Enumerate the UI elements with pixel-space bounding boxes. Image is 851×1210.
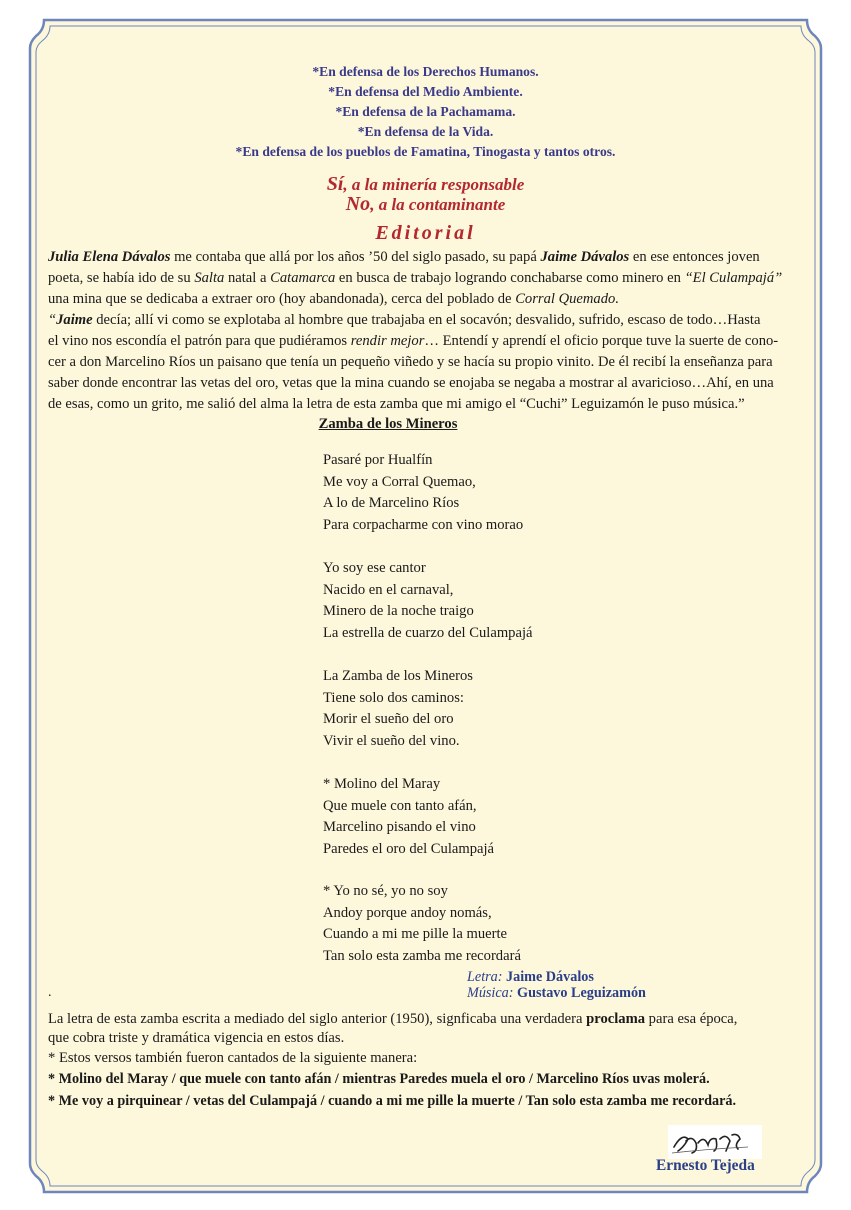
header-line-4: *En defensa de la Vida. [357, 124, 494, 139]
text-span: me contaba que allá por los años ’50 del siglo pasado, su papá [170, 249, 541, 265]
verse-1-3: A lo de Marcelino Ríos [323, 495, 460, 511]
credit-name: Gustavo Leguizamón [517, 985, 646, 1001]
name-jaime: Jaime Dávalos [540, 249, 630, 265]
credit-label: Letra: [467, 969, 503, 985]
verse-2-1: Yo soy ese cantor [323, 560, 426, 576]
name-julia: Julia Elena Dávalos [48, 249, 171, 265]
closing-line-3: * Estos versos también fueron cantados de la siguiente manera: [48, 1050, 418, 1066]
editorial-line-5 [48, 331, 778, 352]
verse-3-1: La Zamba de los Mineros [323, 668, 473, 684]
text-span: poeta, se había ido de su [48, 270, 195, 286]
editorial-line-2 [48, 268, 782, 289]
name-jaime-quote: Jaime [56, 312, 93, 328]
author-name: Ernesto Tejeda [656, 1157, 755, 1174]
credit-letra [467, 969, 594, 985]
text-span: natal a [224, 270, 271, 286]
verse-1-1: Pasaré por Hualfín [323, 452, 433, 468]
slogan-line-1 [0, 174, 851, 195]
editorial-line-1 [48, 247, 760, 268]
credit-label: Música: [467, 985, 514, 1001]
text-span: en busca de trabajo logrando conchabarse como minero en [335, 270, 685, 286]
closing-bold-1: * Molino del Maray / que muele con tanto afán / mientras Paredes muela el oro / Marcelino Ríos uvas molerá. [48, 1071, 710, 1087]
verse-2-3: Minero de la noche traigo [323, 603, 474, 619]
editorial-title: Editorial [375, 222, 476, 244]
header-line-2: *En defensa del Medio Ambiente. [328, 84, 523, 99]
text-span: cer a don Marcelino Ríos un paisano que tenía un pequeño viñedo y se hacía su propio vinito. De él recibí la enseñanza para [48, 354, 773, 370]
text-span: una mina que se dedicaba a extraer oro (hoy abandonada), cerca del poblado de [48, 291, 516, 307]
slogan-line-2-rest: , a la contaminante [370, 195, 506, 214]
text-span: en ese entonces joven [629, 249, 760, 265]
editorial-line-3 [48, 289, 619, 310]
italic-span: Catamarca [270, 270, 336, 286]
italic-span: Corral Quemado. [515, 291, 619, 307]
zamba-title: Zamba de los Mineros [318, 416, 458, 432]
editorial-line-4 [48, 310, 760, 331]
verse-4-3: Marcelino pisando el vino [323, 819, 476, 835]
slogan-si: Sí [326, 173, 344, 195]
verse-5-2: Andoy porque andoy nomás, [323, 904, 492, 921]
verse-3-3: Morir el sueño del oro [323, 711, 454, 727]
signature-image [668, 1125, 762, 1159]
slogan-line-1-rest: , a la minería responsable [343, 175, 525, 194]
italic-span: Salta [194, 270, 225, 286]
credit-musica [467, 985, 646, 1001]
closing-line-1 [48, 1009, 737, 1030]
text-span: de esas, como un grito, me salió del alma la letra de esta zamba que mi amigo el “Cuchi” Leguizamón le puso música.” [48, 396, 745, 412]
verse-3-2: Tiene solo dos caminos: [323, 689, 464, 706]
header-line-5: *En defensa de los pueblos de Famatina, Tinogasta y tantos otros. [235, 144, 616, 159]
closing-bold-2: * Me voy a pirquinear / vetas del Culampajá / cuando a mi me pille la muerte / Tan solo esta zamba me recordará. [48, 1093, 737, 1109]
text-span: saber donde encontrar las vetas del oro, vetas que la mina cuando se enojaba se negaba a mostrar al avaricioso…Ahí, en una [48, 375, 774, 391]
stray-dot: . [48, 985, 52, 1000]
verse-2-2: Nacido en el carnaval, [323, 581, 454, 598]
verse-4-2: Que muele con tanto afán, [323, 797, 477, 814]
text-span: para esa época, [645, 1011, 738, 1027]
header-line-1: *En defensa de los Derechos Humanos. [312, 64, 539, 79]
verse-5-1: * Yo no sé, yo no soy [323, 883, 448, 899]
slogan-line-2 [0, 194, 851, 215]
header-line-3: *En defensa de la Pachamama. [335, 104, 516, 119]
verse-1-2: Me voy a Corral Quemao, [323, 473, 476, 490]
verse-1-4: Para corpacharme con vino morao [323, 516, 524, 533]
closing-line-2: que cobra triste y dramática vigencia en estos días. [48, 1030, 345, 1046]
italic-span: rendir mejor [350, 333, 425, 349]
credit-name: Jaime Dávalos [506, 969, 594, 985]
editorial-line-7 [48, 373, 774, 394]
verse-5-4: Tan solo esta zamba me recordará [323, 947, 521, 964]
verse-2-4: La estrella de cuarzo del Culampajá [323, 624, 533, 641]
italic-span: “ [48, 312, 57, 328]
verse-4-4: Paredes el oro del Culampajá [323, 840, 495, 857]
verse-3-4: Vivir el sueño del vino. [323, 732, 460, 749]
slogan-no: No [345, 193, 371, 215]
verse-5-3: Cuando a mi me pille la muerte [323, 926, 507, 942]
editorial-line-8 [48, 394, 745, 415]
text-span: decía; allí vi como se explotaba al hombre que trabajaba en el socavón; desvalido, sufrido, escaso de todo…Hasta [92, 312, 761, 328]
text-span: La letra de esta zamba escrita a mediado del siglo anterior (1950), signficaba una verdadera [48, 1011, 587, 1027]
verse-4-1: * Molino del Maray [323, 776, 441, 792]
editorial-line-6 [48, 352, 773, 373]
signature-scribble [668, 1125, 762, 1159]
bold-proclama: proclama [586, 1011, 646, 1027]
text-span: … Entendí y aprendí el oficio porque tuve la suerte de cono- [424, 333, 779, 349]
italic-span: “El Culampajá” [684, 270, 783, 286]
text-span: el vino nos escondía el patrón para que pudiéramos [48, 333, 351, 349]
